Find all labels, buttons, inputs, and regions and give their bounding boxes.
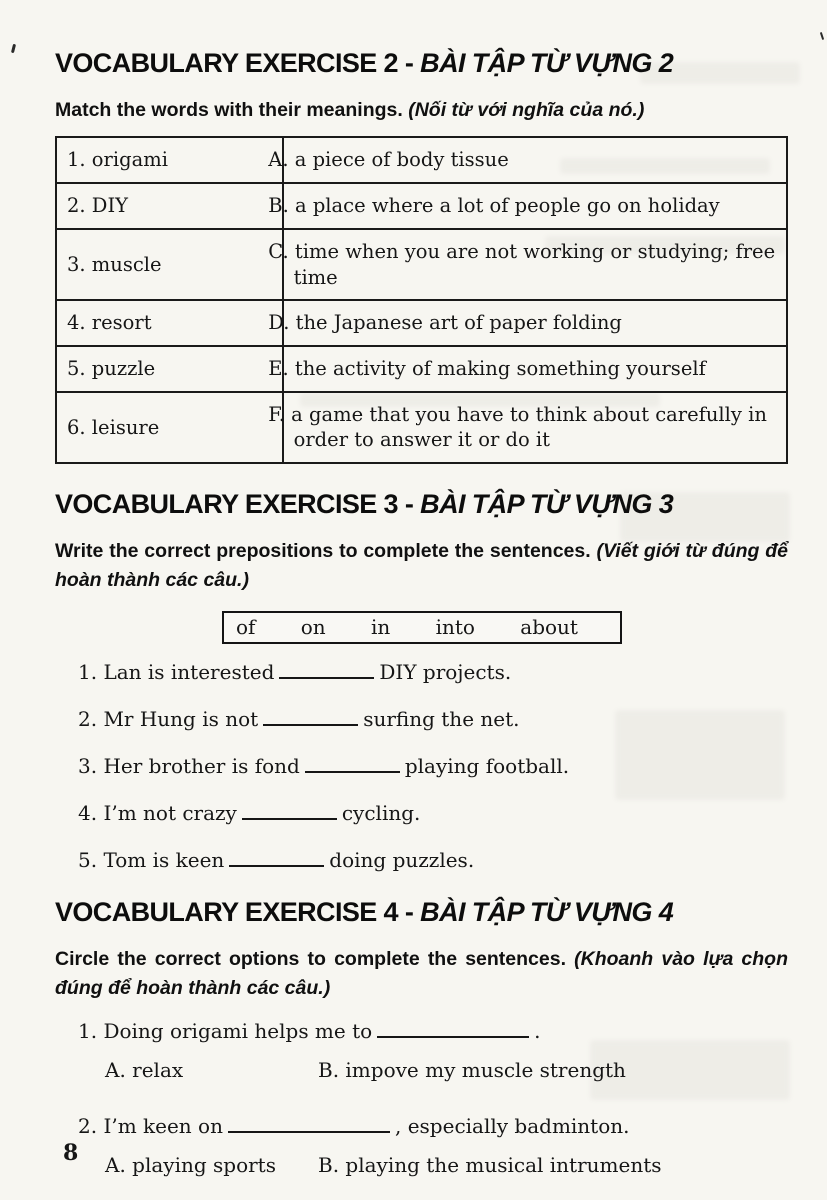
question-line [78,1019,788,1043]
scan-artifact [11,44,16,53]
exercise4-title-vi: BÀI TẬP TỪ VỰNG 4 [420,896,674,927]
word-cell: 4. resort [56,300,283,346]
blank-line [279,660,374,679]
table-row [56,229,787,300]
blank-line [305,754,400,773]
exercise2-section [55,48,788,464]
meaning-cell: F. a game that you have to think about carefully in order to answer it or do it [283,392,787,463]
word-bank-item: of [236,614,256,639]
question-before: 1. Doing origami helps me to [78,1019,373,1044]
meaning-cell: D. the Japanese art of paper folding [283,300,787,346]
exercise4-section [55,897,788,1178]
word-bank-item: about [520,614,578,639]
meaning-cell: E. the activity of making something yourself [283,346,787,392]
table-row [56,137,787,183]
sentence-after: DIY projects. [379,659,512,684]
table-row [56,392,787,463]
blank-line [242,801,337,820]
question-after: , especially badminton. [394,1114,630,1139]
fill-sentence [78,707,788,731]
exercise3-instruction-vi: (Viết giới từ đúng để hoàn thành các câu.) [55,540,789,592]
blank-line [228,1114,390,1133]
page-content [55,48,788,1177]
exercise3-instruction-en: Write the correct prepositions to complete the sentences. [55,540,597,563]
fill-sentence [78,754,788,778]
exercise2-title [55,48,788,79]
exercise4-title-en: VOCABULARY EXERCISE 4 - [55,896,421,927]
sentence-before: 1. Lan is interested [78,659,275,684]
meaning-cell: B. a place where a lot of people go on holiday [283,183,787,229]
exercise4-instruction [55,945,788,1004]
question-before: 2. I’m keen on [78,1114,223,1139]
word-bank-item: into [435,614,475,639]
table-row [56,346,787,392]
option-b: B. playing the musical intruments [318,1153,662,1178]
question-after: . [534,1019,541,1044]
exercise4-title [55,897,788,928]
sentence-before: 3. Her brother is fond [78,753,300,778]
sentence-before: 2. Mr Hung is not [78,706,259,731]
word-bank-item: on [300,614,326,639]
options-row [105,1153,788,1177]
exercise4-instruction-en: Circle the correct options to complete the sentences. [55,947,575,970]
table-row [56,183,787,229]
blank-line [229,848,324,867]
fill-sentence [78,660,788,684]
word-cell: 6. leisure [56,392,283,463]
exercise3-title-vi: BÀI TẬP TỪ VỰNG 3 [420,489,674,520]
word-bank [222,611,622,644]
fill-sentence-list [55,660,788,872]
question-line [78,1114,788,1138]
sentence-after: cycling. [341,800,421,825]
meaning-cell: C. time when you are not working or studying; free time [283,229,787,300]
word-cell: 5. puzzle [56,346,283,392]
fill-sentence [78,848,788,872]
exercise4-instruction-vi: (Khoanh vào lựa chọn đúng để hoàn thành các câu.) [55,947,789,1000]
blank-line [263,707,358,726]
option-a: A. relax [105,1058,184,1083]
word-cell: 2. DIY [56,183,283,229]
sentence-before: 5. Tom is keen [78,847,225,872]
scan-artifact [820,32,824,40]
word-bank-item: in [371,614,391,639]
exercise2-title-vi: BÀI TẬP TỪ VỰNG 2 [420,48,674,78]
word-cell: 1. origami [56,137,283,183]
option-a: A. playing sports [105,1153,276,1178]
sentence-after: surfing the net. [363,706,520,731]
exercise2-instruction [55,96,788,125]
meaning-cell: A. a piece of body tissue [283,137,787,183]
option-b: B. impove my muscle strength [318,1058,626,1083]
exercise3-instruction [55,537,788,596]
exercise3-section [55,489,788,872]
table-row [56,300,787,346]
blank-line [377,1019,529,1038]
sentence-after: doing puzzles. [329,847,475,872]
word-cell: 3. muscle [56,229,283,300]
page-number: 8 [63,1140,79,1166]
exercise2-instruction-vi: (Nối từ với nghĩa của nó.) [408,99,645,122]
options-row [105,1058,788,1082]
fill-sentence [78,801,788,825]
exercise3-title [55,489,788,520]
match-table [55,136,788,464]
exercise2-title-en: VOCABULARY EXERCISE 2 - [55,48,421,78]
sentence-before: 4. I’m not crazy [78,800,237,825]
sentence-after: playing football. [404,753,570,778]
exercise3-title-en: VOCABULARY EXERCISE 3 - [55,489,421,520]
exercise2-instruction-en: Match the words with their meanings. [55,99,409,122]
